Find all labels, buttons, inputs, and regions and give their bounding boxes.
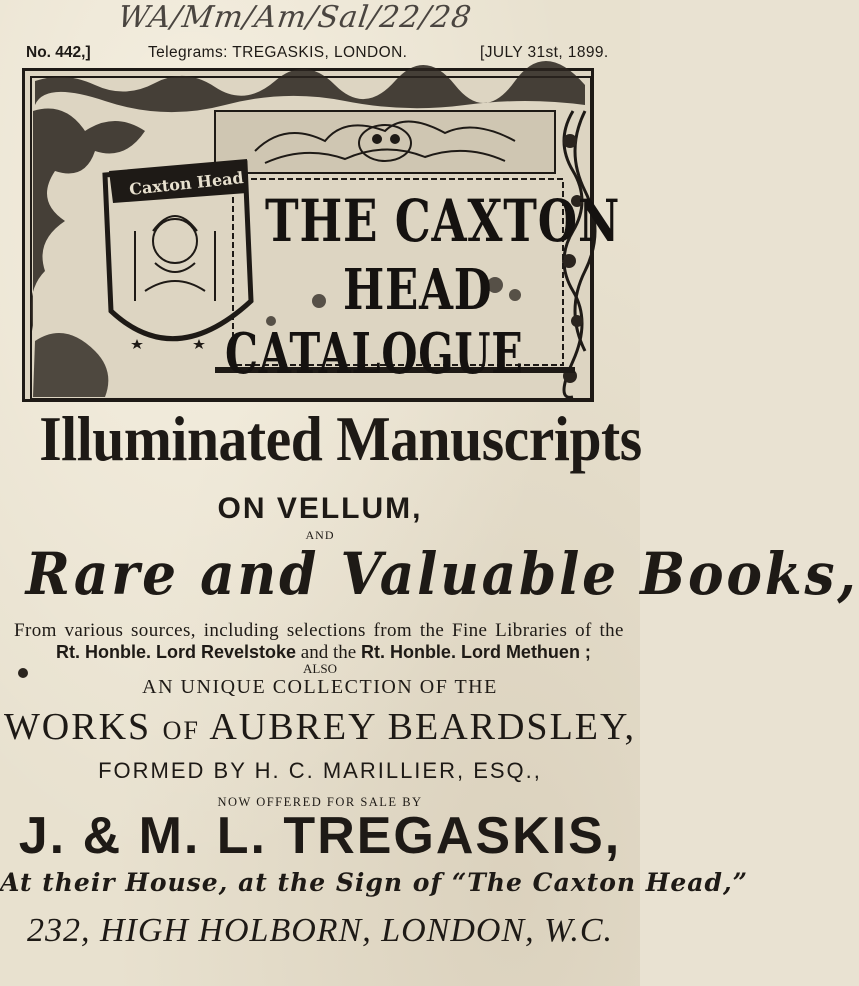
also-connector: ALSO <box>303 661 337 676</box>
beardsley-name: AUBREY BEARDSLEY, <box>209 706 637 748</box>
shield-label: Caxton Head <box>128 168 245 199</box>
catalogue-date: [JULY 31st, 1899. <box>480 44 609 61</box>
sources-word: From <box>14 620 57 641</box>
sources-word: Fine <box>451 620 488 641</box>
house-sign-line: At their House, at the Sign of “The Caxton Head,” <box>0 868 749 897</box>
lord-methuen: Rt. Honble. Lord Methuen ; <box>360 642 591 662</box>
unique-collection-line: AN UNIQUE COLLECTION OF THE <box>142 676 498 698</box>
banner-title-line-3: CATALOGUE <box>225 321 524 387</box>
telegrams-line: Telegrams: TREGASKIS, LONDON. <box>148 44 408 61</box>
headline-rare-books: Rare and Valuable Books, <box>25 540 859 608</box>
banner-title-line-1: THE CAXTON <box>265 187 621 255</box>
publisher-name: J. & M. L. TREGASKIS, <box>18 807 622 865</box>
publisher-address: 232, HIGH HOLBORN, LONDON, W.C. <box>26 912 614 949</box>
sources-word: Libraries <box>495 620 568 641</box>
banner-title-line-2: HEAD <box>343 257 493 323</box>
handwritten-reference-note: WA/Mm/Am/Sal/22/28 <box>115 0 475 35</box>
sources-word: sources, <box>131 620 196 641</box>
sources-word: selections <box>286 620 366 641</box>
lord-revelstoke: Rt. Honble. Lord Revelstoke <box>56 642 297 662</box>
subhead-on-vellum: ON VELLUM, <box>217 492 423 525</box>
headline-illuminated-manuscripts: Illuminated Manuscripts <box>39 403 642 474</box>
of-word: OF <box>162 716 200 745</box>
catalogue-number: No. 442,] <box>26 44 91 61</box>
sources-word: the <box>419 620 445 641</box>
and-connector: AND <box>305 528 335 542</box>
lords-and: and the <box>300 642 357 663</box>
formed-by-line: FORMED BY H. C. MARILLIER, ESQ., <box>98 758 542 783</box>
sources-word: of <box>575 620 592 641</box>
sources-word: various <box>64 620 124 641</box>
sources-word: including <box>203 620 280 641</box>
works-word: WORKS <box>3 706 152 748</box>
header-line <box>26 44 616 66</box>
offered-for-sale-line: NOW OFFERED FOR SALE BY <box>217 795 423 809</box>
sources-word: from <box>373 620 413 641</box>
ornamental-banner <box>22 68 621 402</box>
sources-word: the <box>599 620 624 641</box>
works-beardsley-headline <box>0 705 640 749</box>
banner-title <box>25 71 621 405</box>
sources-line <box>14 620 624 642</box>
